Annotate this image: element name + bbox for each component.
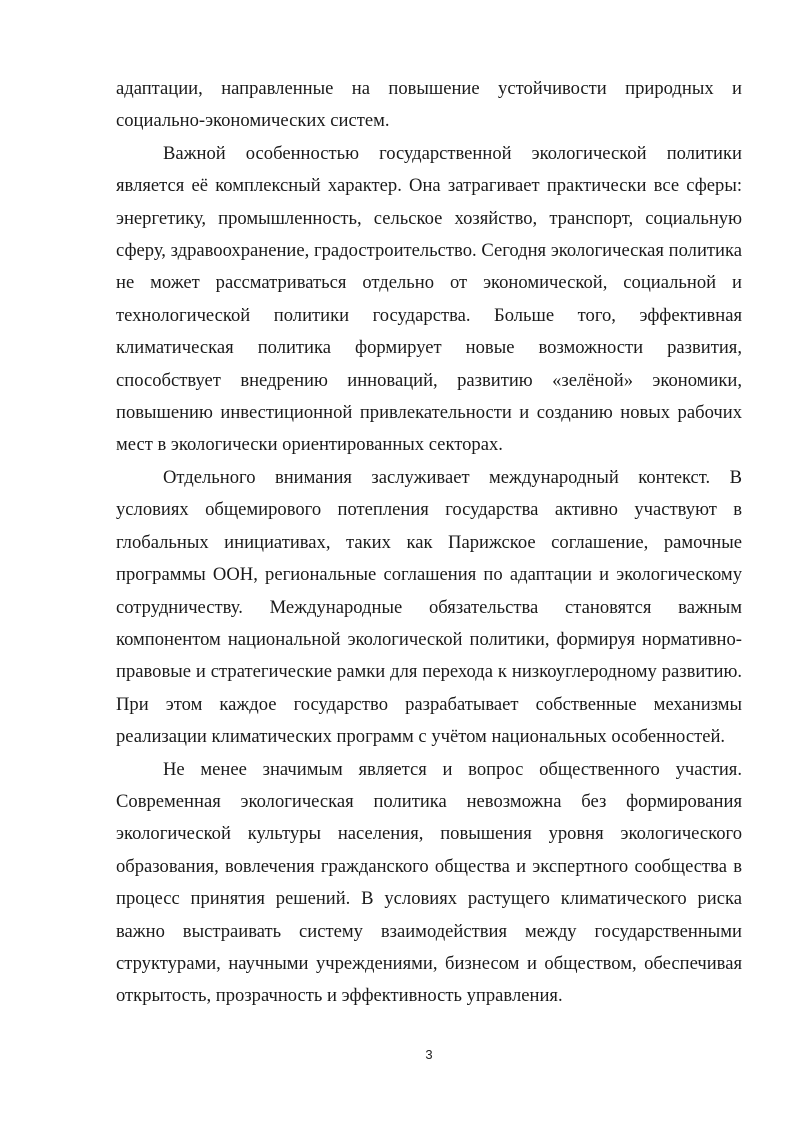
paragraph-continuation: адаптации, направленные на повышение устойчивости природных и социально-экономических систем. (116, 78, 742, 132)
paragraph-international-context: Отдельного внимания заслуживает международный контекст. В условиях общемирового потепления государства активно участвуют в глобальных инициативах, таких как Парижское соглашение, рамочные программы ООН, региональные соглашения по адаптации и экологическому сотрудничеству. Международные обязательства становятся важным компонентом национальной экологической политики, формируя нормативно-правовые и стратегические рамки для перехода к низкоуглеродному развитию. При этом каждое государство разрабатывает собственные механизмы реализации климатических программ с учётом национальных особенностей. (116, 466, 742, 748)
body-text (116, 73, 742, 1013)
paragraph-public-participation: Не менее значимым является и вопрос общественного участия. Современная экологическая политика невозможна без формирования экологической культуры населения, повышения уровня экологического образования, вовлечения гражданского общества и экспертного сообщества в процесс принятия решений. В условиях растущего климатического риска важно выстраивать систему взаимодействия между государственными структурами, научными учреждениями, бизнесом и обществом, обеспечивая открытость, прозрачность и эффективность управления. (116, 758, 742, 1007)
paragraph-complex-character: Важной особенностью государственной экологической политики является её комплексный характер. Она затрагивает практически все сферы: энергетику, промышленность, сельское хозяйство, транспорт, социальную сферу, здравоохранение, градостроительство. Сегодня экологическая политика не может рассматриваться отдельно от экономической, социальной и технологической политики государства. Больше того, эффективная климатическая политика формирует новые возможности развития, способствует внедрению инноваций, развитию «зелёной» экономики, повышению инвестиционной привлекательности и созданию новых рабочих мест в экологически ориентированных секторах. (116, 142, 742, 456)
page-number: 3 (425, 1047, 433, 1062)
